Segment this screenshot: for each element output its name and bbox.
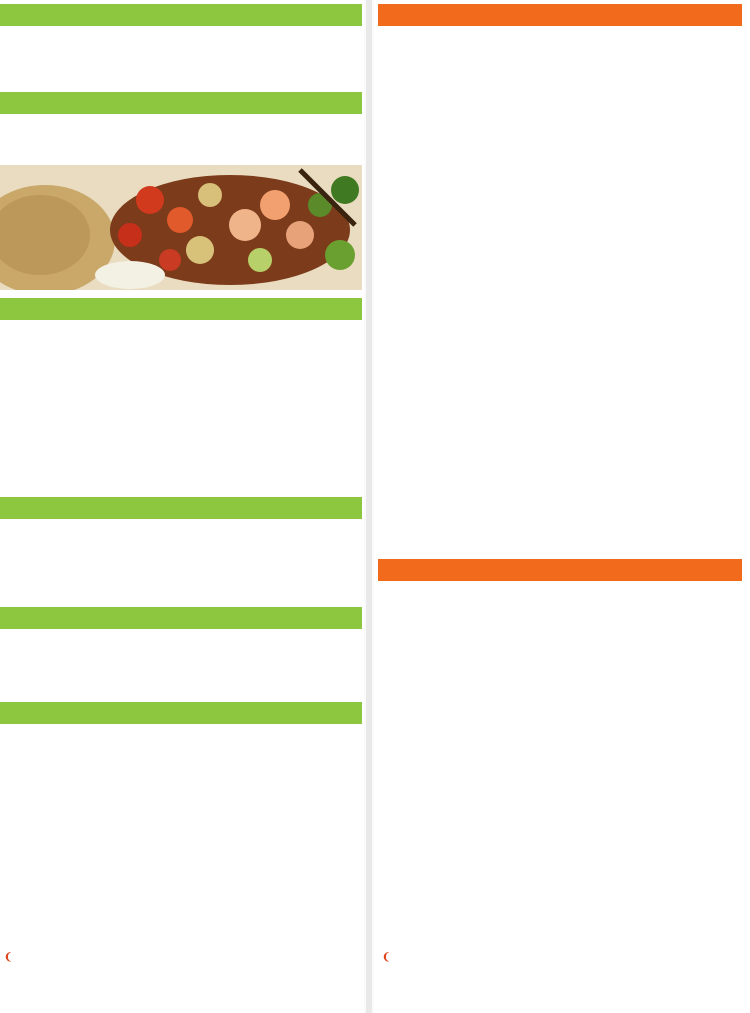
family-dinners-header	[0, 702, 362, 724]
chili-pepper-icon: ❨	[382, 952, 391, 963]
childs-plates-header	[0, 4, 362, 26]
vegetables-header	[0, 497, 362, 519]
column-divider	[366, 0, 372, 1013]
chili-pepper-icon: ❨	[4, 952, 13, 963]
kung-pao-shrimp-photo	[0, 165, 362, 290]
lunch-special-header	[378, 559, 742, 581]
left-column	[0, 0, 364, 1013]
right-column	[374, 0, 750, 1013]
hot-legend-right	[382, 952, 394, 963]
combo-header	[378, 4, 742, 26]
food-image	[0, 165, 362, 290]
hot-legend	[4, 952, 16, 963]
healthy-header	[0, 607, 362, 629]
seafood-header	[0, 298, 362, 320]
pork-header	[0, 92, 362, 114]
